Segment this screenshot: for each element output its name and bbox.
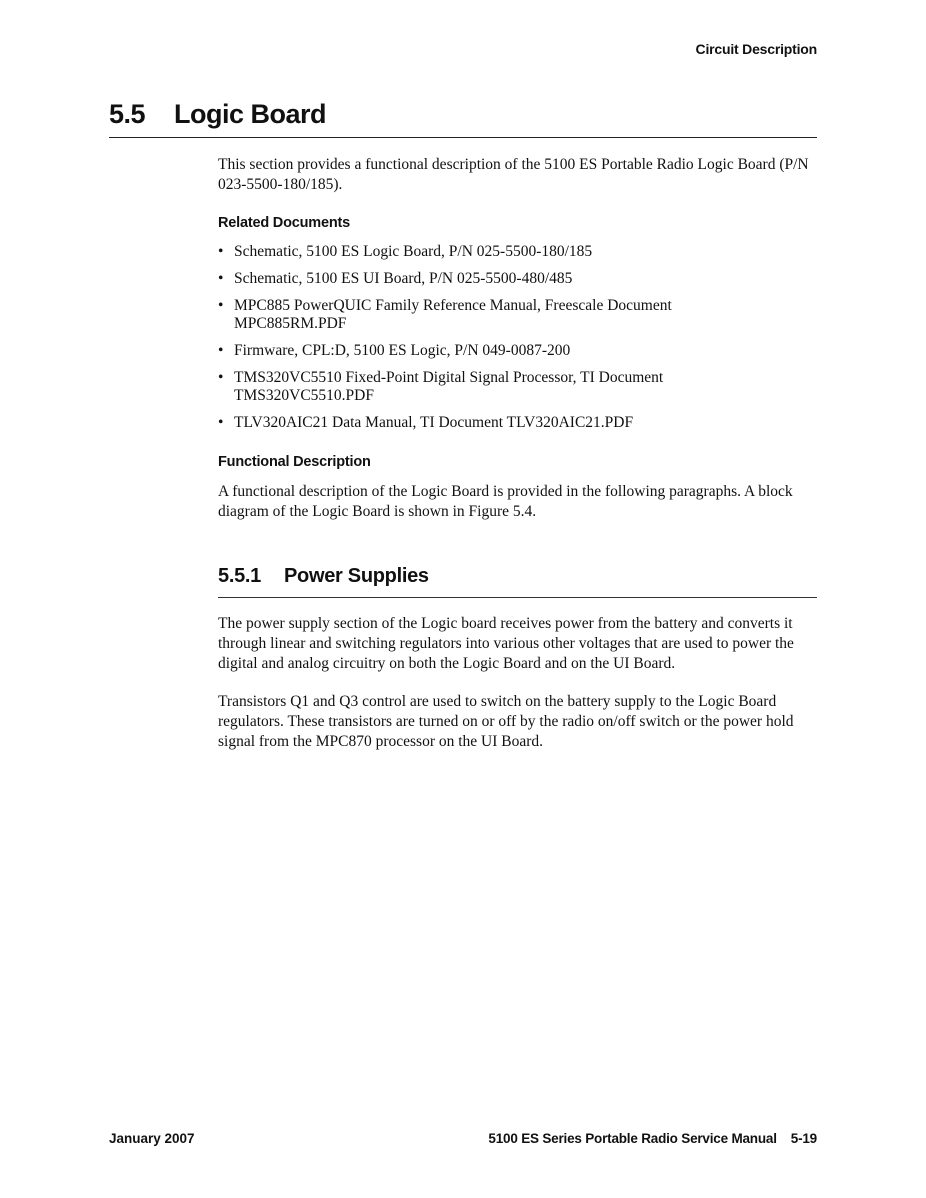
footer-manual-title: 5100 ES Series Portable Radio Service Manual [488,1131,777,1146]
running-header: Circuit Description [695,41,817,57]
list-item-text: TMS320VC5510 Fixed-Point Digital Signal Processor, TI Document TMS320VC5510.PDF [234,369,664,404]
section-title: Logic Board [174,99,327,129]
subsection-number: 5.5.1 [218,565,261,587]
bullet-icon: • [218,243,224,260]
related-documents-list [218,243,818,441]
functional-description-heading: Functional Description [218,454,371,470]
bullet-icon: • [218,414,224,431]
list-item [218,243,818,261]
list-item-text: Schematic, 5100 ES UI Board, P/N 025-5500-480/485 [234,270,573,287]
section-heading [109,99,817,138]
list-item [218,297,818,333]
list-item [218,270,818,288]
list-item [218,369,818,405]
page-number: 5-19 [790,1131,817,1146]
subsection-heading [218,565,817,598]
functional-description-paragraph: A functional description of the Logic Board is provided in the following paragraphs. A block diagram of the Logic Board is shown in Figure 5.4. [218,483,793,520]
bullet-icon: • [218,342,224,359]
subsection-title: Power Supplies [284,565,429,587]
power-supplies-paragraph: The power supply section of the Logic board receives power from the battery and converts it through linear and switching regulators into various other voltages that are used to power the digital and analog circuitry on both the Logic Board and on the UI Board. [218,615,794,672]
footer-date: January 2007 [109,1131,195,1146]
list-item-text: Firmware, CPL:D, 5100 ES Logic, P/N 049-0087-200 [234,342,571,359]
section-number: 5.5 [109,99,146,129]
list-item [218,342,818,360]
power-supplies-paragraph: Transistors Q1 and Q3 control are used to switch on the battery supply to the Logic Board regulators. These transistors are turned on or off by the radio on/off switch or the power hold signal from the MPC870 processor on the UI Board. [218,693,794,750]
bullet-icon: • [218,369,224,386]
list-item-text: TLV320AIC21 Data Manual, TI Document TLV320AIC21.PDF [234,414,634,431]
intro-paragraph: This section provides a functional description of the 5100 ES Portable Radio Logic Board (P/N 023-5500-180/185). [218,156,809,193]
footer-right [488,1131,817,1146]
related-documents-heading: Related Documents [218,215,350,231]
list-item-text: Schematic, 5100 ES Logic Board, P/N 025-5500-180/185 [234,243,593,260]
list-item [218,414,818,432]
bullet-icon: • [218,270,224,287]
list-item-text: MPC885 PowerQUIC Family Reference Manual, Freescale Document MPC885RM.PDF [234,297,672,332]
bullet-icon: • [218,297,224,314]
